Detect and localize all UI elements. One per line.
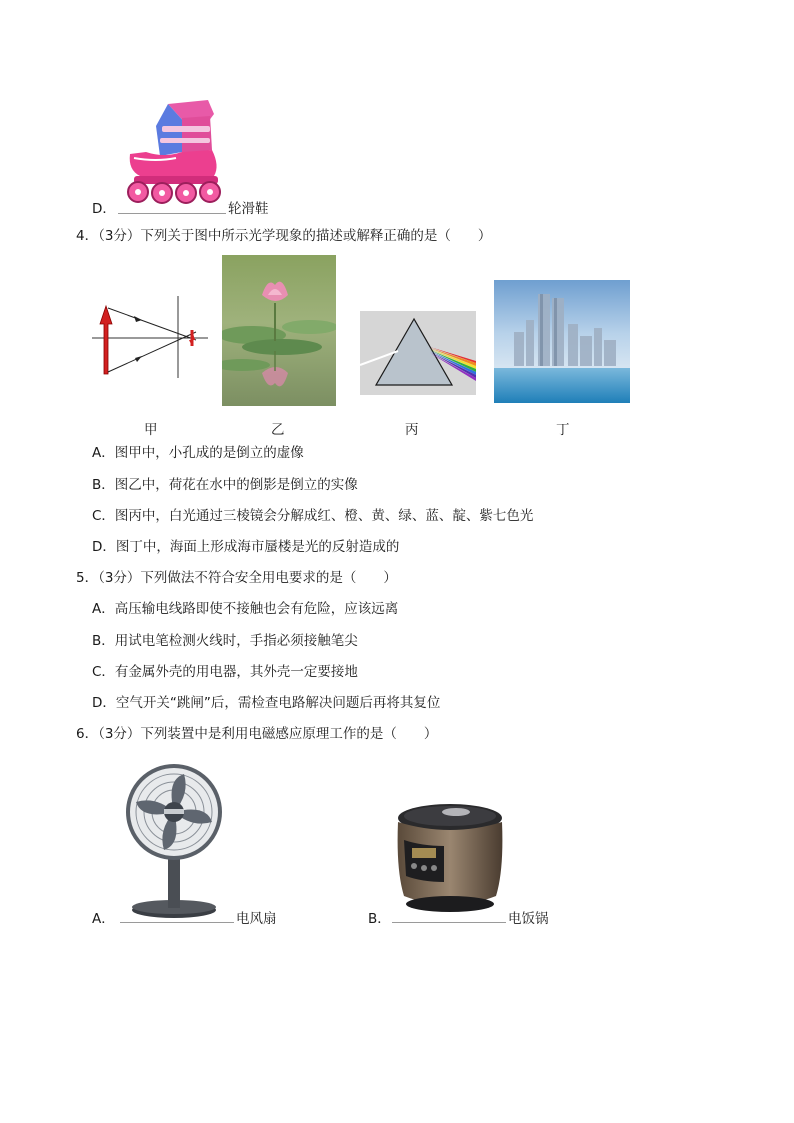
- q3-option-d-underline: [118, 213, 226, 214]
- prism-photo: [360, 311, 476, 395]
- q3-option-d-letter: D．: [92, 201, 116, 217]
- q4-option-d: D．图丁中，海面上形成海市蜃楼是光的反射造成的: [92, 539, 400, 555]
- q6-stem: 6．（3分）下列装置中是利用电磁感应原理工作的是（ ）: [76, 726, 438, 742]
- q3-option-d-label: 轮滑鞋: [228, 201, 269, 217]
- figure-label-yi: 乙: [271, 422, 285, 438]
- figure-label-jia: 甲: [144, 422, 158, 438]
- lotus-photo: [222, 255, 336, 406]
- q4-stem: 4．（3分）下列关于图中所示光学现象的描述或解释正确的是（ ）: [76, 228, 492, 244]
- q5-option-c: C．有金属外壳的用电器，其外壳一定要接地: [92, 664, 358, 680]
- q5-option-d: D．空气开关“跳闸”后，需检查电路解决问题后再将其复位: [92, 695, 441, 711]
- q4-option-c: C．图丙中，白光通过三棱镜会分解成红、橙、黄、绿、蓝、靛、紫七色光: [92, 508, 534, 524]
- q5-stem: 5．（3分）下列做法不符合安全用电要求的是（ ）: [76, 570, 397, 586]
- q6-option-b-label: 电饭锅: [508, 911, 549, 927]
- mirage-photo: [494, 280, 630, 403]
- q6-option-b-letter: B．: [368, 911, 391, 927]
- electric-fan-image: [122, 760, 238, 922]
- q4-option-a: A．图甲中，小孔成的是倒立的虚像: [92, 445, 304, 461]
- q6-option-a-letter: A．: [92, 911, 115, 927]
- roller-skate-image: [116, 96, 228, 208]
- rice-cooker-image: [392, 800, 508, 918]
- figure-label-ding: 丁: [556, 422, 570, 438]
- q6-option-a-label: 电风扇: [236, 911, 277, 927]
- q5-option-a: A．高压输电线路即使不接触也会有危险，应该远离: [92, 601, 399, 617]
- q4-option-b: B．图乙中，荷花在水中的倒影是倒立的实像: [92, 477, 358, 493]
- q6-option-b-underline: [392, 922, 506, 923]
- q6-option-a-underline: [120, 922, 234, 923]
- figure-label-bing: 丙: [405, 422, 419, 438]
- pinhole-diagram: [92, 292, 210, 382]
- q5-option-b: B．用试电笔检测火线时，手指必须接触笔尖: [92, 633, 358, 649]
